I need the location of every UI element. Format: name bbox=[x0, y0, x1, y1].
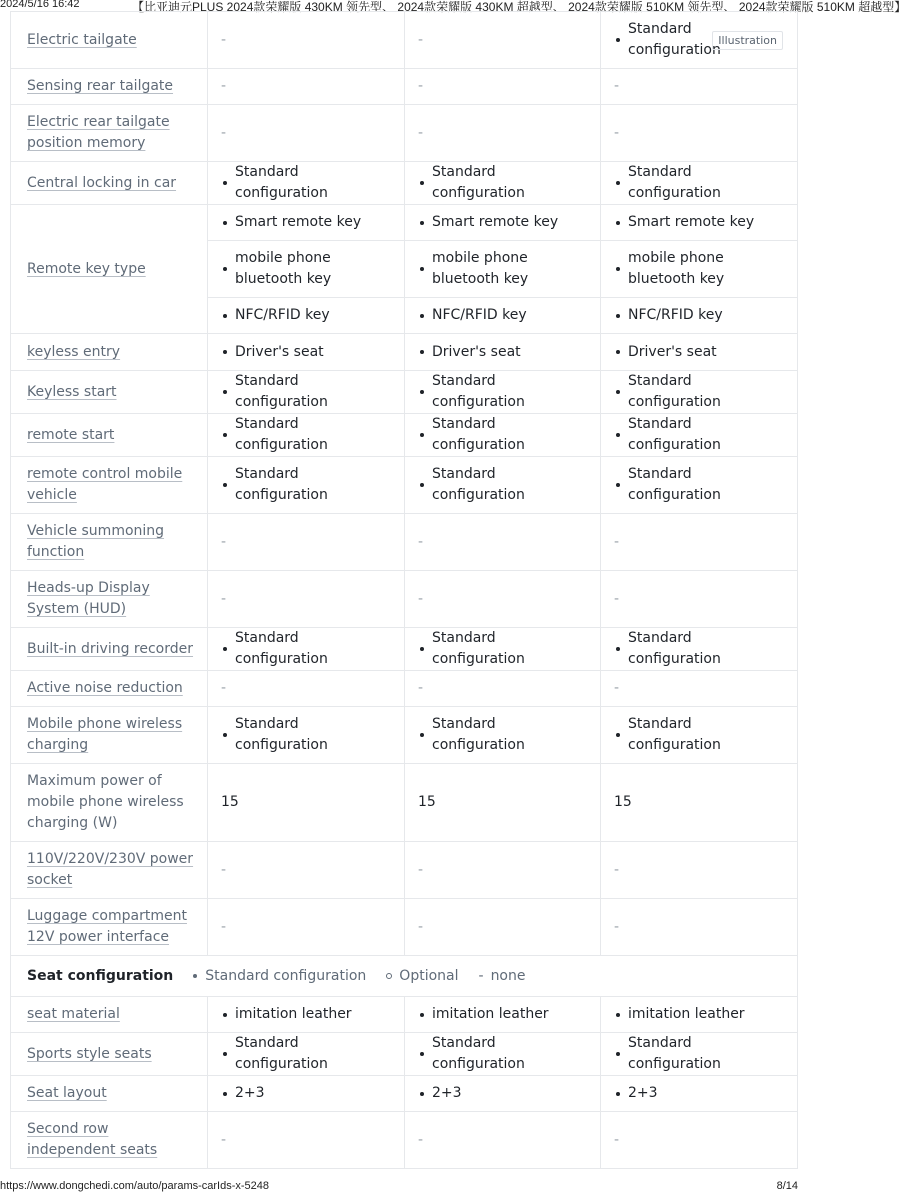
none-dash: - bbox=[221, 590, 227, 607]
param-value-cell bbox=[405, 205, 601, 241]
param-value: 15 bbox=[221, 794, 239, 810]
bullet-dot bbox=[223, 733, 227, 737]
param-value: Smart remote key bbox=[628, 214, 755, 230]
param-value: NFC/RFID key bbox=[235, 307, 330, 323]
bullet-dot bbox=[420, 314, 424, 318]
bullet-dot bbox=[420, 733, 424, 737]
bullet-dot bbox=[223, 483, 227, 487]
table-row bbox=[11, 69, 798, 105]
param-value-cell bbox=[208, 414, 405, 457]
param-value-cell bbox=[405, 628, 601, 671]
none-dash: - bbox=[221, 124, 227, 141]
param-label-text[interactable]: Active noise reduction bbox=[27, 680, 183, 696]
table-row bbox=[11, 707, 798, 764]
param-value-cell bbox=[405, 997, 601, 1033]
param-value-cell bbox=[601, 371, 798, 414]
param-label-text[interactable]: 110V/220V/230V power socket bbox=[27, 851, 194, 888]
param-value: Standard configuration bbox=[432, 164, 525, 201]
param-value-cell bbox=[405, 899, 601, 956]
params-table-container bbox=[10, 11, 797, 1158]
param-value: Smart remote key bbox=[432, 214, 559, 230]
bullet-dot bbox=[420, 221, 424, 225]
hollow-circle-icon bbox=[386, 973, 392, 979]
table-row bbox=[11, 414, 798, 457]
bullet-dot bbox=[223, 350, 227, 354]
bullet-dot bbox=[616, 38, 620, 42]
none-dash: - bbox=[221, 533, 227, 550]
legend-standard bbox=[193, 966, 366, 987]
param-value: Smart remote key bbox=[235, 214, 362, 230]
param-label-text[interactable]: Mobile phone wireless charging bbox=[27, 716, 183, 753]
table-row bbox=[11, 571, 798, 628]
param-value: Driver's seat bbox=[235, 343, 324, 360]
param-value-cell bbox=[601, 1033, 798, 1076]
none-dash: - bbox=[614, 78, 620, 94]
param-value: Standard configuration bbox=[235, 466, 328, 503]
param-value-cell bbox=[208, 899, 405, 956]
param-label[interactable] bbox=[11, 162, 208, 205]
param-value-cell bbox=[208, 707, 405, 764]
bullet-dot bbox=[616, 1092, 620, 1096]
param-label[interactable] bbox=[11, 105, 208, 162]
bullet-dot bbox=[616, 267, 620, 271]
bullet-dot bbox=[616, 733, 620, 737]
bullet-dot bbox=[223, 1013, 227, 1017]
param-value-cell bbox=[405, 162, 601, 205]
param-value-cell bbox=[405, 1076, 601, 1112]
param-value-cell bbox=[601, 457, 798, 514]
table-row bbox=[11, 671, 798, 707]
param-value: 2+3 bbox=[432, 1085, 462, 1101]
print-page-number: 8/14 bbox=[776, 1180, 798, 1192]
none-dash: - bbox=[418, 1131, 424, 1148]
param-value: Standard configuration bbox=[628, 21, 721, 58]
bullet-dot bbox=[223, 433, 227, 437]
param-value-cell bbox=[405, 371, 601, 414]
table-row bbox=[11, 899, 798, 956]
param-value-cell bbox=[208, 371, 405, 414]
param-label-text[interactable]: Built-in driving recorder bbox=[27, 640, 194, 657]
param-label-text[interactable]: Electric rear tailgate position memory bbox=[27, 114, 170, 151]
param-value-cell bbox=[601, 334, 798, 371]
section-title: Seat configuration bbox=[27, 967, 174, 984]
param-value-cell bbox=[601, 105, 798, 162]
param-value: Standard configuration bbox=[628, 716, 721, 753]
param-label[interactable] bbox=[11, 69, 208, 105]
param-value: mobile phone bluetooth key bbox=[628, 250, 725, 287]
param-value: Standard configuration bbox=[432, 716, 525, 753]
bullet-dot bbox=[420, 433, 424, 437]
param-value: Standard configuration bbox=[432, 416, 525, 453]
param-value: 15 bbox=[418, 794, 436, 810]
param-label-text[interactable]: Luggage compartment 12V power interface bbox=[27, 908, 187, 945]
table-row bbox=[11, 371, 798, 414]
none-dash: - bbox=[221, 918, 227, 935]
param-value: mobile phone bluetooth key bbox=[432, 250, 529, 287]
param-value-cell bbox=[405, 1033, 601, 1076]
param-value: 15 bbox=[614, 794, 632, 810]
param-value-cell bbox=[405, 707, 601, 764]
bullet-dot bbox=[420, 1013, 424, 1017]
param-value-cell bbox=[601, 414, 798, 457]
param-label[interactable] bbox=[11, 334, 208, 371]
bullet-dot bbox=[616, 647, 620, 651]
param-label-text[interactable]: Sports style seats bbox=[27, 1045, 152, 1062]
bullet-dot bbox=[223, 390, 227, 394]
param-value-cell bbox=[405, 671, 601, 707]
param-value: Standard configuration bbox=[235, 416, 328, 453]
none-dash: - bbox=[418, 680, 424, 696]
param-value-cell bbox=[208, 764, 405, 842]
table-row bbox=[11, 1112, 798, 1169]
param-value: Standard configuration bbox=[628, 630, 721, 667]
param-value: Driver's seat bbox=[628, 343, 717, 360]
table-row bbox=[11, 764, 798, 842]
param-value: Standard configuration bbox=[628, 416, 721, 453]
param-value-cell bbox=[208, 69, 405, 105]
param-value-cell bbox=[405, 414, 601, 457]
param-value-cell bbox=[208, 514, 405, 571]
none-dash: - bbox=[418, 590, 424, 607]
param-label-text[interactable]: Remote key type bbox=[27, 260, 146, 277]
section-header bbox=[11, 956, 798, 997]
param-label[interactable] bbox=[11, 671, 208, 707]
legend-optional bbox=[386, 966, 458, 987]
none-dash: - bbox=[221, 680, 227, 696]
param-value-cell bbox=[208, 1076, 405, 1112]
param-value-cell bbox=[405, 298, 601, 334]
param-value-cell bbox=[601, 1076, 798, 1112]
param-value-cell bbox=[208, 628, 405, 671]
param-label-text[interactable]: Heads-up Display System (HUD) bbox=[27, 580, 150, 617]
param-value-cell bbox=[208, 671, 405, 707]
param-label-text[interactable]: Vehicle summoning function bbox=[27, 523, 165, 560]
table-row bbox=[11, 162, 798, 205]
filled-dot-icon bbox=[193, 974, 197, 978]
param-label[interactable] bbox=[11, 997, 208, 1033]
bullet-dot bbox=[223, 181, 227, 185]
bullet-dot bbox=[223, 647, 227, 651]
bullet-dot bbox=[420, 350, 424, 354]
param-value: Standard configuration bbox=[235, 630, 328, 667]
param-value: Driver's seat bbox=[432, 343, 521, 360]
none-dash: - bbox=[418, 31, 424, 48]
bullet-dot bbox=[616, 221, 620, 225]
legend-none bbox=[479, 966, 526, 987]
param-value-cell bbox=[601, 514, 798, 571]
bullet-dot bbox=[616, 433, 620, 437]
bullet-dot bbox=[616, 1052, 620, 1056]
param-label[interactable] bbox=[11, 12, 208, 69]
print-page-title: 【比亚迪元PLUS 2024款荣耀版 430KM 领先型、 2024款荣耀版 430KM 超越型、 2024款荣耀版 510KM 领先型、 2024款荣耀版 510KM 超越型】 bbox=[132, 0, 906, 14]
bullet-dot bbox=[616, 181, 620, 185]
param-value: mobile phone bluetooth key bbox=[235, 250, 332, 287]
table-row bbox=[11, 12, 798, 69]
param-value: Standard configuration bbox=[235, 1035, 328, 1072]
table-row bbox=[11, 105, 798, 162]
legend-none-label: none bbox=[490, 967, 526, 984]
param-label[interactable] bbox=[11, 414, 208, 457]
legend-standard-label: Standard configuration bbox=[205, 967, 367, 984]
bullet-dot bbox=[616, 390, 620, 394]
param-value: Standard configuration bbox=[432, 373, 525, 410]
none-dash: - bbox=[614, 1131, 620, 1148]
param-label-text: Maximum power of mobile phone wireless charging (W) bbox=[27, 773, 184, 831]
param-value-cell bbox=[405, 764, 601, 842]
none-dash: - bbox=[614, 918, 620, 935]
param-value-cell bbox=[601, 162, 798, 205]
bullet-dot bbox=[420, 647, 424, 651]
param-value: imitation leather bbox=[432, 1006, 549, 1022]
param-value-cell bbox=[208, 334, 405, 371]
param-value-cell bbox=[601, 842, 798, 899]
param-value: NFC/RFID key bbox=[432, 307, 527, 323]
param-label-text[interactable]: remote control mobile vehicle bbox=[27, 466, 183, 503]
param-label-text[interactable]: Keyless start bbox=[27, 383, 117, 400]
bullet-dot bbox=[223, 1052, 227, 1056]
table-row bbox=[11, 842, 798, 899]
param-value-cell bbox=[208, 205, 405, 241]
param-value: Standard configuration bbox=[628, 164, 721, 201]
print-datetime: 2024/5/16 16:42 bbox=[0, 0, 80, 10]
param-value-cell bbox=[405, 457, 601, 514]
none-dash: - bbox=[221, 31, 227, 48]
param-value-cell bbox=[601, 997, 798, 1033]
param-value: Standard configuration bbox=[628, 466, 721, 503]
param-value: Standard configuration bbox=[432, 1035, 525, 1072]
param-value-cell bbox=[601, 628, 798, 671]
param-value: Standard configuration bbox=[235, 164, 328, 201]
param-value-cell bbox=[601, 298, 798, 334]
print-url: https://www.dongchedi.com/auto/params-carIds-x-5248 bbox=[0, 1180, 270, 1192]
param-value: 2+3 bbox=[628, 1085, 658, 1101]
param-label[interactable] bbox=[11, 1076, 208, 1112]
none-dash: - bbox=[614, 680, 620, 696]
legend-optional-label: Optional bbox=[399, 967, 459, 984]
table-row bbox=[11, 334, 798, 371]
param-label[interactable] bbox=[11, 628, 208, 671]
none-dash: - bbox=[221, 861, 227, 878]
param-value-cell bbox=[601, 899, 798, 956]
bullet-dot bbox=[420, 390, 424, 394]
none-dash: - bbox=[418, 124, 424, 141]
bullet-dot bbox=[616, 483, 620, 487]
bullet-dot bbox=[223, 314, 227, 318]
dash-icon: - bbox=[478, 967, 484, 984]
param-value-cell bbox=[208, 1112, 405, 1169]
param-value-cell bbox=[601, 764, 798, 842]
param-value-cell bbox=[601, 707, 798, 764]
param-label-text[interactable]: Seat layout bbox=[27, 1085, 107, 1101]
param-value-cell bbox=[601, 69, 798, 105]
param-value-cell bbox=[601, 571, 798, 628]
none-dash: - bbox=[614, 124, 620, 141]
table-row bbox=[11, 205, 798, 241]
none-dash: - bbox=[614, 533, 620, 550]
param-value-cell bbox=[405, 69, 601, 105]
bullet-dot bbox=[223, 1092, 227, 1096]
table-row bbox=[11, 1076, 798, 1112]
param-value-cell bbox=[208, 997, 405, 1033]
param-label bbox=[11, 764, 208, 842]
param-label[interactable] bbox=[11, 842, 208, 899]
param-label-text[interactable]: Electric tailgate bbox=[27, 31, 137, 48]
bullet-dot bbox=[223, 267, 227, 271]
param-value-cell bbox=[601, 205, 798, 241]
none-dash: - bbox=[221, 1131, 227, 1148]
param-label-text[interactable]: seat material bbox=[27, 1006, 120, 1022]
param-value-cell bbox=[208, 105, 405, 162]
param-value-cell bbox=[601, 671, 798, 707]
param-value-cell bbox=[208, 571, 405, 628]
param-value-cell bbox=[601, 241, 798, 298]
param-value-cell bbox=[208, 241, 405, 298]
param-value-cell bbox=[208, 162, 405, 205]
param-value: Standard configuration bbox=[628, 373, 721, 410]
param-value: Standard configuration bbox=[235, 373, 328, 410]
param-value: Standard configuration bbox=[432, 630, 525, 667]
param-label[interactable] bbox=[11, 205, 208, 334]
param-value-cell bbox=[208, 842, 405, 899]
param-value-cell bbox=[208, 457, 405, 514]
param-value-cell bbox=[405, 1112, 601, 1169]
param-value: Standard configuration bbox=[432, 466, 525, 503]
param-value: Standard configuration bbox=[628, 1035, 721, 1072]
table-row bbox=[11, 1033, 798, 1076]
bullet-dot bbox=[616, 314, 620, 318]
none-dash: - bbox=[418, 861, 424, 878]
param-label-text[interactable]: Second row independent seats bbox=[27, 1121, 158, 1158]
table-row bbox=[11, 457, 798, 514]
param-value-cell bbox=[601, 1112, 798, 1169]
bullet-dot bbox=[223, 221, 227, 225]
table-row bbox=[11, 997, 798, 1033]
param-label[interactable] bbox=[11, 1112, 208, 1169]
none-dash: - bbox=[614, 861, 620, 878]
param-value: imitation leather bbox=[235, 1006, 352, 1022]
bullet-dot bbox=[420, 1092, 424, 1096]
param-value-cell bbox=[208, 1033, 405, 1076]
param-value-cell bbox=[405, 241, 601, 298]
none-dash: - bbox=[418, 533, 424, 550]
param-label[interactable] bbox=[11, 371, 208, 414]
bullet-dot bbox=[420, 181, 424, 185]
bullet-dot bbox=[420, 1052, 424, 1056]
section-header-row bbox=[11, 956, 798, 997]
param-value-cell bbox=[405, 12, 601, 69]
param-value-cell bbox=[405, 514, 601, 571]
bullet-dot bbox=[616, 350, 620, 354]
param-value: 2+3 bbox=[235, 1085, 265, 1101]
param-value-cell bbox=[405, 105, 601, 162]
param-value-cell bbox=[208, 12, 405, 69]
param-label-text[interactable]: remote start bbox=[27, 426, 115, 443]
param-label[interactable] bbox=[11, 707, 208, 764]
param-label[interactable] bbox=[11, 899, 208, 956]
none-dash: - bbox=[614, 590, 620, 607]
table-row bbox=[11, 628, 798, 671]
param-value: imitation leather bbox=[628, 1006, 745, 1022]
table-row bbox=[11, 514, 798, 571]
none-dash: - bbox=[418, 78, 424, 94]
param-value-cell bbox=[601, 12, 798, 69]
param-label-text[interactable]: Sensing rear tailgate bbox=[27, 78, 174, 94]
param-label[interactable] bbox=[11, 514, 208, 571]
param-value: Standard configuration bbox=[235, 716, 328, 753]
param-value-cell bbox=[405, 842, 601, 899]
bullet-dot bbox=[420, 267, 424, 271]
param-value: NFC/RFID key bbox=[628, 307, 723, 323]
bullet-dot bbox=[616, 1013, 620, 1017]
bullet-dot bbox=[420, 483, 424, 487]
none-dash: - bbox=[418, 918, 424, 935]
param-label[interactable] bbox=[11, 457, 208, 514]
param-label[interactable] bbox=[11, 1033, 208, 1076]
param-value-cell bbox=[208, 298, 405, 334]
param-label-text[interactable]: keyless entry bbox=[27, 343, 121, 360]
params-table bbox=[10, 11, 798, 1169]
param-label-text[interactable]: Central locking in car bbox=[27, 174, 177, 191]
none-dash: - bbox=[221, 78, 227, 94]
param-value-cell bbox=[405, 334, 601, 371]
param-value-cell bbox=[405, 571, 601, 628]
param-label[interactable] bbox=[11, 571, 208, 628]
illustration-button[interactable]: Illustration bbox=[712, 31, 783, 50]
